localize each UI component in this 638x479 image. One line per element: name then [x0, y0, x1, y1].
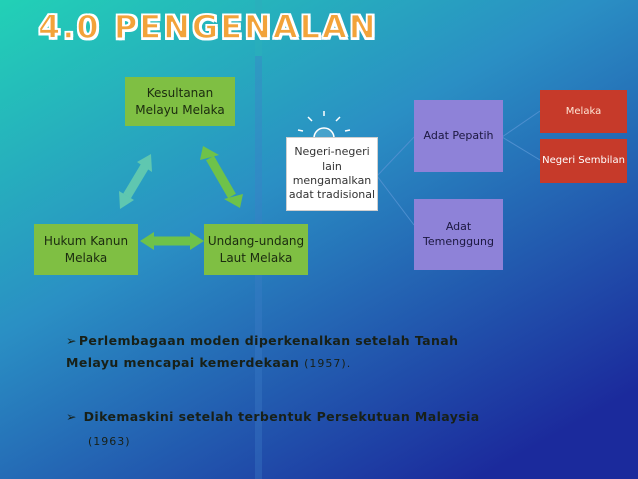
undang-undang-box: Undang-undang Laut Melaka: [204, 224, 308, 275]
page-title: 4.0 PENGENALAN: [38, 8, 378, 46]
negeri-sembilan-box: Negeri Sembilan: [540, 139, 627, 183]
arrow-bullet-icon: ➢: [66, 409, 77, 424]
bullet-1-line1: Perlembagaan moden diperkenalkan setelah Tanah: [78, 333, 459, 348]
hukum-kanun-box: Hukum Kanun Melaka: [34, 224, 138, 275]
melaka-box: Melaka: [540, 90, 627, 133]
bullet-1-line2: Melayu mencapai kemerdekaan: [66, 355, 300, 370]
kesultanan-box: Kesultanan Melayu Melaka: [125, 77, 235, 126]
bullet-2-year: (1963): [88, 435, 131, 448]
bulb-icon: [298, 111, 350, 138]
bullet-1: [66, 330, 458, 375]
adat-temenggung-box: Adat Temenggung: [414, 199, 503, 270]
bullet-1-year: (1957).: [304, 357, 352, 370]
bullet-2: [66, 405, 480, 454]
arrow-bullet-icon: ➢: [66, 333, 77, 348]
negeri-lain-box: Negeri-negeri lain mengamalkan adat tradisional: [286, 137, 378, 211]
bullet-2-line1: Dikemaskini setelah terbentuk Persekutuan Malaysia: [78, 409, 480, 424]
adat-pepatih-box: Adat Pepatih: [414, 100, 503, 172]
